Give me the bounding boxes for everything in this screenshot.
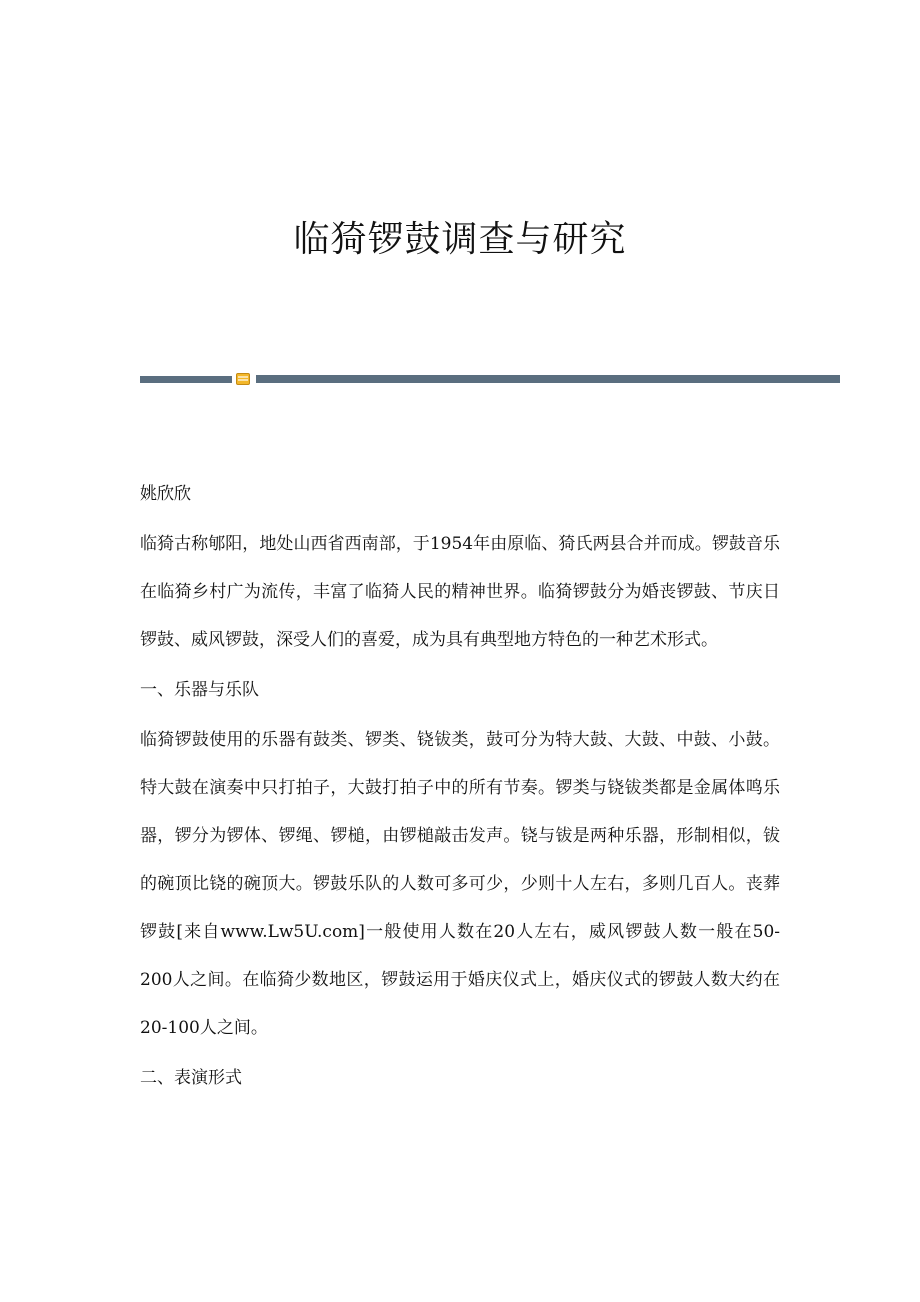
section-heading-instruments: 一、乐器与乐队	[140, 680, 259, 700]
section-heading-performance: 二、表演形式	[140, 1068, 242, 1088]
intro-paragraph: 临猗古称郇阳，地处山西省西南部，于1954年由原临、猗氏两县合并而成。锣鼓音乐在临猗乡村广为流传，丰富了临猗人民的精神世界。临猗锣鼓分为婚丧锣鼓、节庆日锣鼓、威风锣鼓，深受人们的喜爱，成为具有典型地方特色的一种艺术形式。	[140, 534, 780, 650]
title-divider	[140, 372, 840, 386]
instruments-paragraph: 临猗锣鼓使用的乐器有鼓类、锣类、铙钹类，鼓可分为特大鼓、大鼓、中鼓、小鼓。特大鼓在演奏中只打拍子，大鼓打拍子中的所有节奏。锣类与铙钹类都是金属体鸣乐器，锣分为锣体、锣绳、锣槌，由锣槌敲击发声。铙与钹是两种乐器，形制相似，钹的碗顶比铙的碗顶大。锣鼓乐队的人数可多可少，少则十人左右，多则几百人。丧葬锣鼓[来自www.Lw5U.com]一般使用人数在20人左右，威风锣鼓人数一般在50-200人之间。在临猗少数地区，锣鼓运用于婚庆仪式上，婚庆仪式的锣鼓人数大约在20-100人之间。	[140, 730, 780, 1038]
document-body	[140, 470, 780, 1104]
divider-bar-left	[140, 376, 232, 383]
document-title: 临猗锣鼓调查与研究	[293, 219, 627, 260]
divider-bar-right	[256, 375, 840, 383]
divider-ornament-icon	[236, 373, 250, 385]
author-name: 姚欣欣	[140, 484, 191, 504]
